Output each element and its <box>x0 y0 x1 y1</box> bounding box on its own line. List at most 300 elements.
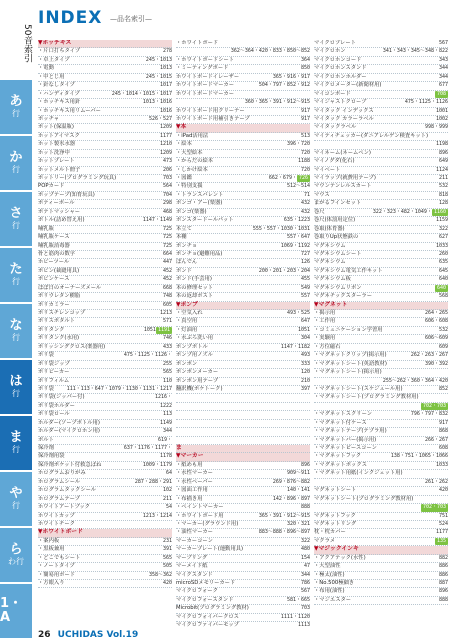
index-term: ホログラムテープ <box>38 495 80 502</box>
page-ref-text: 110 <box>162 377 172 384</box>
index-term: ポリビーカー <box>38 369 70 376</box>
index-term: マウス <box>314 191 330 198</box>
index-term: ・ホワイトボード用 <box>176 512 224 519</box>
page-refs <box>436 529 448 536</box>
page-refs <box>301 361 310 368</box>
page-refs <box>163 546 172 553</box>
page-ref-text: 396・720 <box>286 141 310 148</box>
page-refs <box>439 327 448 334</box>
page-ref-text: 128 <box>438 200 448 207</box>
page-ref-text: 704 <box>162 191 172 198</box>
index-term: マイクロホンコード <box>314 56 362 63</box>
index-entry <box>38 479 172 487</box>
index-term: ・図鑑 <box>176 175 192 181</box>
brand: UCHIDAS Vol.19 <box>57 630 139 640</box>
page-refs <box>439 150 448 157</box>
page-refs <box>160 453 172 460</box>
index-entry <box>38 108 172 116</box>
page-ref-text: 887 <box>438 580 448 586</box>
tab-sub-label: 行 <box>12 277 20 286</box>
index-entry <box>38 48 172 56</box>
index-term: マグネットシート(プログラミング教材用) <box>314 495 414 502</box>
index-entry <box>314 243 448 251</box>
index-term: ホビーツール <box>38 259 70 266</box>
index-term: ・ホワイトボード <box>176 40 219 46</box>
page-refs <box>163 276 172 283</box>
page-ref-text: 609 <box>438 343 448 350</box>
page-refs <box>439 428 448 435</box>
page-refs <box>301 167 310 174</box>
page-refs <box>439 588 448 595</box>
index-entry <box>176 318 310 326</box>
page-refs <box>124 445 172 452</box>
index-entry <box>38 150 172 158</box>
page-ref-text: 255〜262・360・364・420 <box>382 377 448 384</box>
page-ref-text: 567 <box>300 588 310 595</box>
index-entry <box>38 302 172 310</box>
index-entry <box>314 141 448 149</box>
page-ref-text: 917 <box>300 107 310 114</box>
page-refs <box>160 108 172 115</box>
index-term: ・No.500極細き <box>314 580 355 586</box>
index-entry <box>176 344 310 352</box>
page-refs <box>163 344 172 351</box>
index-term: ・工作用 <box>314 318 336 325</box>
index-term: ほぼ日のオーナーズメール <box>38 284 102 291</box>
page-refs <box>163 243 172 250</box>
page-refs <box>163 183 172 190</box>
index-entry <box>38 217 172 225</box>
index-tab-5[interactable] <box>0 360 32 414</box>
index-entry <box>38 361 172 369</box>
page-ref-text: 557 <box>300 293 310 300</box>
index-term: マイクロホン <box>314 48 346 55</box>
index-entry <box>176 293 310 301</box>
index-entry <box>176 411 310 419</box>
page-refs <box>163 369 172 376</box>
page-refs <box>231 48 310 55</box>
page-refs <box>273 496 310 503</box>
index-term: ▼ポンプ <box>176 301 198 308</box>
page-refs <box>425 335 448 342</box>
index-term: 哺乳瓶 <box>38 225 54 232</box>
index-term: マーメイド紙 <box>176 563 208 570</box>
page-refs <box>163 209 172 216</box>
index-entry <box>38 378 172 386</box>
page-refs <box>163 226 172 233</box>
index-term: ホワイトボードマーカー <box>176 82 235 89</box>
page-ref-text: 126 <box>300 259 310 266</box>
index-term: ポリ袋ホルダー <box>38 402 75 409</box>
page-ref-text: 1213 <box>159 310 172 316</box>
page-refs <box>301 285 310 292</box>
index-entry <box>314 268 448 276</box>
index-tab-2[interactable] <box>0 192 32 246</box>
index-term: マイタック インデックス <box>314 107 374 114</box>
page-ref-text: 432 <box>300 200 310 207</box>
index-entry <box>314 572 448 580</box>
page-ref-text: 304 <box>300 335 310 342</box>
index-entry <box>314 133 448 141</box>
index-entry <box>176 496 310 504</box>
page-ref-text: 703 <box>162 175 172 181</box>
page-refs <box>287 597 310 604</box>
index-entry <box>38 124 172 132</box>
index-entry <box>314 344 448 352</box>
index-entry <box>38 555 172 563</box>
index-entry <box>176 99 310 107</box>
index-term: ホログラムシール <box>38 478 81 485</box>
page-ref-text: 298 <box>162 200 172 207</box>
index-term: ・ミーティングボード <box>176 65 229 72</box>
index-term: ホットアイマスク <box>38 132 80 139</box>
index-term: マイラップ(就費用テープ) <box>314 175 376 181</box>
page-refs <box>273 74 310 81</box>
page-ref-text: 627 <box>438 234 448 241</box>
index-term: ホログラムおりがみ <box>38 470 86 477</box>
index-entry <box>38 74 172 82</box>
index-tab-4[interactable] <box>0 304 32 358</box>
index-section-heading <box>38 529 172 537</box>
page-ref-text: 365・391・912〜915 <box>258 512 310 519</box>
page-refs <box>439 487 448 494</box>
index-tab-1[interactable] <box>0 136 32 190</box>
index-entry <box>38 437 172 445</box>
index-term: ポリウレタン樹脂 <box>38 293 81 300</box>
index-term: マグネシウム電気工作キット <box>314 267 383 274</box>
index-term: ホログラムタックシール <box>38 487 97 494</box>
index-entry <box>38 57 172 65</box>
index-tab-7[interactable] <box>0 472 32 526</box>
index-term: ・ホワイトボードシート <box>176 56 235 63</box>
index-term: ポットリー(プログラミング玩具) <box>38 175 117 181</box>
page-refs <box>149 572 172 579</box>
page-refs <box>163 411 172 418</box>
index-term: 巻取りUp状態鉄の <box>314 234 359 241</box>
page-ref-text: 1113 <box>297 622 310 628</box>
index-term: ・大型絵本 <box>176 149 203 156</box>
page-refs <box>439 74 448 81</box>
index-tab-6[interactable] <box>0 416 32 470</box>
index-entry <box>38 470 172 478</box>
page-refs <box>439 183 448 190</box>
index-term: マイタックラベル <box>314 124 357 131</box>
page-refs <box>439 40 448 47</box>
page-ref-text: 447 <box>162 259 172 266</box>
index-term: ポリフィルム <box>38 377 70 384</box>
index-term: ホワイトボード用クリーナー <box>176 107 245 114</box>
page-refs <box>163 234 172 241</box>
index-entry <box>38 496 172 504</box>
page-ref-text: 333 <box>300 360 310 367</box>
page-refs <box>253 226 310 233</box>
index-entry <box>314 369 448 377</box>
index-entry <box>38 99 172 107</box>
index-term: 枕・枕カバー <box>314 529 346 536</box>
page-refs <box>301 116 310 123</box>
page-ref-text: 635・1223 <box>283 217 310 224</box>
page-refs <box>301 538 310 545</box>
index-term: ・方位磁石 <box>314 343 341 350</box>
index-term: ポップテープ(知育玩具) <box>38 191 95 198</box>
index-term: ・針なしタイプ <box>38 82 75 89</box>
index-term: ・マグネットシート(スケジュール用) <box>314 385 403 392</box>
page-ref-text: 397 <box>300 385 310 392</box>
page-ref-text: 344 <box>162 428 172 435</box>
page-refs <box>435 91 448 98</box>
page-ref-text: 362〜364・420・833・850〜852 <box>230 48 310 55</box>
page-refs <box>166 504 172 511</box>
index-term: ホット洗浄中 <box>38 149 70 156</box>
page-refs <box>143 462 172 469</box>
page-refs <box>301 546 310 553</box>
index-entry <box>38 572 172 580</box>
index-entry <box>176 538 310 546</box>
index-term: ・灯油用 <box>176 326 198 333</box>
page-refs <box>163 335 172 342</box>
page-ref-text: 746 <box>162 335 172 342</box>
index-term: ポリ袋ジップ <box>38 360 70 367</box>
page-refs <box>301 588 310 595</box>
page-ref-text: 475・1125・1126・ <box>123 352 172 359</box>
page-number: 26 <box>38 630 51 640</box>
page-ref-text: 1009・1179 <box>142 461 172 468</box>
highlight-page-ref: 702・703 <box>422 402 446 409</box>
page-refs <box>158 437 172 444</box>
index-entry <box>176 133 310 141</box>
page-refs <box>439 268 448 275</box>
index-entry <box>176 108 310 116</box>
sidebar <box>0 0 32 644</box>
index-term: マグネシウム板 <box>314 276 351 283</box>
index-term: マイクロホンスタンド <box>314 65 367 72</box>
page-refs <box>439 344 448 351</box>
index-term: マイベート <box>314 166 341 173</box>
index-term: ・マグネットバー(掲示用) <box>314 436 377 443</box>
page-refs <box>163 302 172 309</box>
page-ref-text: 1051 <box>297 326 310 333</box>
page-ref-text: 210 <box>300 377 310 384</box>
index-term: ポンポン用テープ <box>176 377 219 384</box>
index-term: ぽんでん <box>176 259 198 266</box>
page-ref-text: 475・1125・1126 <box>404 99 448 106</box>
page-ref-text: 47 <box>303 563 310 570</box>
index-entry <box>176 335 310 343</box>
tab-sub-label: 行 <box>12 389 20 398</box>
index-entry <box>176 529 310 537</box>
index-entry <box>38 234 172 242</box>
index-term: ホワイトチーク <box>38 520 75 527</box>
page-ref-text: 493 <box>300 352 310 359</box>
index-entry <box>314 285 448 293</box>
index-term: マクラメ <box>314 537 336 544</box>
page-refs <box>287 470 310 477</box>
index-entry <box>314 99 448 107</box>
page-refs <box>301 335 310 342</box>
index-term: ・油性マーカー <box>176 529 213 536</box>
page-ref-text: 668 <box>162 284 172 291</box>
page-refs <box>304 192 310 199</box>
index-entry <box>38 91 172 99</box>
index-entry <box>176 209 310 217</box>
index-section-heading <box>176 453 310 461</box>
index-term: ポリ袋(ジッパー付) <box>38 394 85 401</box>
index-entry <box>38 167 172 175</box>
index-entry <box>314 428 448 436</box>
index-term: ・しかけ絵本 <box>176 166 208 173</box>
page-refs <box>163 555 172 562</box>
page-refs <box>383 48 448 55</box>
page-refs <box>301 318 310 325</box>
index-entry <box>176 394 310 402</box>
index-entry <box>314 158 448 166</box>
index-entry <box>38 158 172 166</box>
index-term: ・マグネットシート(プログラミング教材用) <box>314 394 419 401</box>
index-entry <box>176 588 310 596</box>
page-refs <box>421 403 448 410</box>
index-entry <box>314 150 448 158</box>
page-ref-text: 344 <box>438 73 448 80</box>
index-term: 骨と筋肉の数字 <box>38 250 76 257</box>
page-ref-text: 390・392 <box>424 360 448 367</box>
index-entry <box>314 293 448 301</box>
page-ref-text: 360・365・391・912〜915 <box>244 99 310 106</box>
index-entry <box>176 200 310 208</box>
page-refs <box>160 133 172 140</box>
index-entry <box>314 259 448 267</box>
index-entry <box>38 183 172 191</box>
index-term: マイクロフォーク <box>176 588 218 595</box>
page-ref-text: 364 <box>300 56 310 63</box>
page-refs <box>144 327 172 334</box>
index-term: 哺乳瓶ケース <box>38 234 70 241</box>
index-column-1 <box>38 40 172 628</box>
index-term: マウンテンレルスカート <box>314 183 372 190</box>
index-term: ・空気入れ <box>176 310 203 316</box>
page-refs <box>163 318 172 325</box>
page-refs <box>436 167 448 174</box>
index-term: ・水性ペーパー <box>176 478 213 485</box>
index-term: ・ホッチキス用リムーバー <box>38 107 101 114</box>
index-term: ▼ホワイトボード <box>38 529 83 536</box>
index-term: ポリッシングクロス(楽器用) <box>38 343 106 350</box>
index-entry <box>38 369 172 377</box>
page-ref-text: 664 <box>162 250 172 257</box>
index-term: ▼マーカー <box>176 453 204 460</box>
index-entry <box>38 276 172 284</box>
page-ref-text: 526・527 <box>148 115 172 122</box>
page-ref-text: 1216・ <box>154 394 172 401</box>
index-term: ・マグネットスクリーン <box>314 411 373 418</box>
index-entry <box>314 479 448 487</box>
index-entry <box>176 141 310 149</box>
index-term: マグネットフック <box>314 512 356 519</box>
page-refs <box>163 496 172 503</box>
index-entry <box>38 538 172 546</box>
page-refs <box>298 622 310 628</box>
page-refs <box>163 175 172 182</box>
page-ref-text: 113 <box>162 411 172 418</box>
index-term: ポリスボタルト <box>38 318 75 325</box>
index-term: 本立て <box>176 225 192 232</box>
page-refs <box>281 344 310 351</box>
page-ref-text: 1051 <box>143 326 156 333</box>
index-entry <box>38 318 172 326</box>
index-term: 保冷剤 <box>38 445 54 451</box>
page-refs <box>146 57 172 64</box>
index-entry <box>314 470 448 478</box>
index-tab-0[interactable] <box>0 80 32 134</box>
page-ref-text: 896 <box>300 461 310 468</box>
page-refs <box>439 259 448 266</box>
index-term: ポリ袋ロール <box>38 411 70 418</box>
page-ref-text: 154 <box>300 554 310 561</box>
page-refs <box>439 555 448 562</box>
index-entry <box>38 580 172 588</box>
page-ref-text: 269・876〜882 <box>272 478 310 485</box>
index-column-3 <box>314 40 448 628</box>
index-term: ポリスチレンコップ <box>38 310 86 316</box>
page-refs <box>301 57 310 64</box>
index-term: ホット製氷水器 <box>38 141 76 148</box>
index-term: ・トランスバレント <box>176 191 224 198</box>
tab-label: ら <box>9 542 23 557</box>
tab-label: ま <box>9 430 23 445</box>
page-ref-text: 504・797・852・912 <box>258 82 310 89</box>
index-term: ・マグネットシート(英語教材) <box>314 360 387 367</box>
index-term: ポッチャ <box>38 115 60 122</box>
page-refs <box>163 192 172 199</box>
page-ref-text: 278 <box>162 48 172 55</box>
index-entry <box>38 335 172 343</box>
index-term: ・マグネットシート(掲示用) <box>314 369 382 376</box>
page-refs <box>436 141 448 148</box>
page-refs <box>436 462 448 469</box>
page-ref-text: 140・141 <box>286 487 310 494</box>
index-tab-8[interactable] <box>0 528 32 582</box>
index-term: マグネシウム <box>314 242 346 249</box>
page-refs <box>301 133 310 140</box>
sidebar-title: 50音索引 <box>0 0 32 80</box>
index-entry <box>38 546 172 554</box>
index-entry <box>38 200 172 208</box>
page-refs <box>163 293 172 300</box>
index-term: ボンゴ・アー(楽器) <box>176 200 223 207</box>
index-term: 保冷剤ポケット付救急ばね <box>38 461 102 468</box>
index-entry <box>38 293 172 301</box>
index-tab-9[interactable] <box>0 584 32 638</box>
page-refs <box>143 99 172 106</box>
highlight-page-ref: 1160 <box>433 208 446 215</box>
page-refs <box>287 141 310 148</box>
page-refs <box>301 352 310 359</box>
index-term: ホワイトボード用補引きテープ <box>176 115 250 122</box>
index-term: 巻尺(体罰用定位) <box>314 217 356 224</box>
index-entry <box>176 437 310 445</box>
page-refs <box>301 293 310 300</box>
index-term: マイクロメーター(新聞材用) <box>314 82 382 89</box>
index-term: マグネチックスターラー <box>314 293 373 300</box>
page-refs <box>304 563 310 570</box>
index-term: ポビンケース <box>38 276 70 283</box>
index-tab-3[interactable] <box>0 248 32 302</box>
index-entry <box>176 470 310 478</box>
page-ref-text: 1159 <box>435 217 448 224</box>
index-entry <box>38 344 172 352</box>
index-section-heading <box>314 546 448 554</box>
index-entry <box>314 394 448 402</box>
index-entry <box>314 234 448 242</box>
